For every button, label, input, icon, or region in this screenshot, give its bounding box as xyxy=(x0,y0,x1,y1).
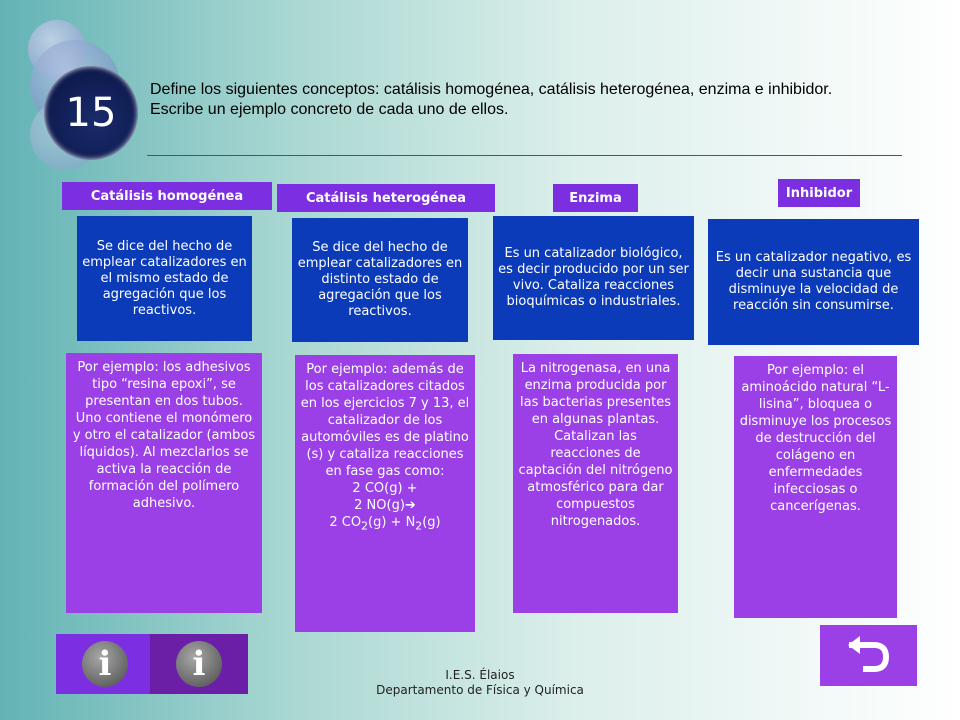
example-text: Por ejemplo: además de los catalizadores citados en los ejercicios 7 y 13, el catalizador de los automóviles es de platino (s) y cataliza reacciones en fase gas como: xyxy=(300,362,470,479)
info-button-2[interactable] xyxy=(150,634,248,694)
info-icon[interactable] xyxy=(176,641,222,687)
example-inhibitor xyxy=(734,356,897,618)
category-homogeneous-catalysis xyxy=(62,182,272,210)
footer xyxy=(330,668,630,698)
example-enzyme xyxy=(513,354,678,613)
equation-line-3 xyxy=(300,514,470,535)
equation-product-part: 2 CO xyxy=(329,515,362,530)
footer-school: I.E.S. Élaios xyxy=(445,668,515,682)
definition-text: Se dice del hecho de emplear catalizadores en el mismo estado de agregación que los reactivos. xyxy=(82,238,247,318)
subscript: 2 xyxy=(415,519,423,533)
reaction-arrow-icon: ➔ xyxy=(404,498,416,513)
info-button-1[interactable] xyxy=(56,634,150,694)
equation-reactant: 2 NO(g) xyxy=(354,498,405,513)
definition-heterogeneous-catalysis xyxy=(292,218,468,342)
category-label: Catálisis heterogénea xyxy=(305,190,467,206)
equation-line-2 xyxy=(300,497,470,514)
definition-text: Es un catalizador biológico, es decir producido por un ser vivo. Cataliza reacciones bioquímicas o industriales. xyxy=(498,246,689,309)
footer-department: Departamento de Física y Química xyxy=(376,683,584,697)
equation-product-part: (g) xyxy=(422,515,441,530)
question-line-2: Escribe un ejemplo concreto de cada uno de ellos. xyxy=(150,101,509,118)
definition-text: Es un catalizador negativo, es decir una sustancia que disminuye la velocidad de reacción sin consumirse. xyxy=(715,250,912,313)
slide-number-badge xyxy=(44,66,138,160)
info-icon[interactable] xyxy=(82,641,128,687)
category-inhibitor xyxy=(778,179,860,207)
return-arrow-icon[interactable] xyxy=(844,635,894,677)
example-text: Por ejemplo: el aminoácido natural “L-lisina”, bloquea o disminuye los procesos de destrucción del colágeno en enfermedades infecciosas o cancerígenas. xyxy=(739,363,892,514)
info-glyph: i xyxy=(98,644,112,684)
definition-homogeneous-catalysis xyxy=(77,216,252,341)
definition-enzyme xyxy=(493,216,694,340)
example-text: La nitrogenasa, en una enzima producida por las bacterias presentes en algunas plantas. Catalizan las reacciones de captación del nitrógeno atmosférico para dar compuestos nitrogenados. xyxy=(518,361,673,529)
slide-number: 15 xyxy=(65,90,117,136)
return-button[interactable] xyxy=(820,625,917,686)
example-text: Por ejemplo: los adhesivos tipo “resina epoxi”, se presentan en dos tubos. Uno contiene el monómero y otro el catalizador (ambos líquidos). Al mezclarlos se activa la reacción de formación del polímero adhesivo. xyxy=(72,360,256,511)
example-homogeneous-catalysis xyxy=(66,353,262,613)
header-divider xyxy=(147,155,902,156)
equation-product-part: (g) + N xyxy=(368,515,416,530)
definition-inhibitor xyxy=(708,219,919,345)
info-buttons-bar xyxy=(56,634,248,694)
category-label: Inhibidor xyxy=(785,185,853,201)
category-label: Catálisis homogénea xyxy=(90,188,244,204)
category-enzyme xyxy=(553,184,638,212)
category-label: Enzima xyxy=(569,190,622,206)
info-glyph: i xyxy=(192,644,206,684)
definition-text: Se dice del hecho de emplear catalizadores en distinto estado de agregación que los reactivos. xyxy=(297,240,463,319)
question-line-1: Define los siguientes conceptos: catálisis homogénea, catálisis heterogénea, enzima e inhibidor. xyxy=(150,81,833,98)
category-heterogeneous-catalysis xyxy=(277,184,495,212)
question-text xyxy=(150,80,890,120)
equation-line-1: 2 CO(g) + xyxy=(352,481,418,496)
example-heterogeneous-catalysis xyxy=(295,355,475,632)
subscript: 2 xyxy=(361,519,369,533)
